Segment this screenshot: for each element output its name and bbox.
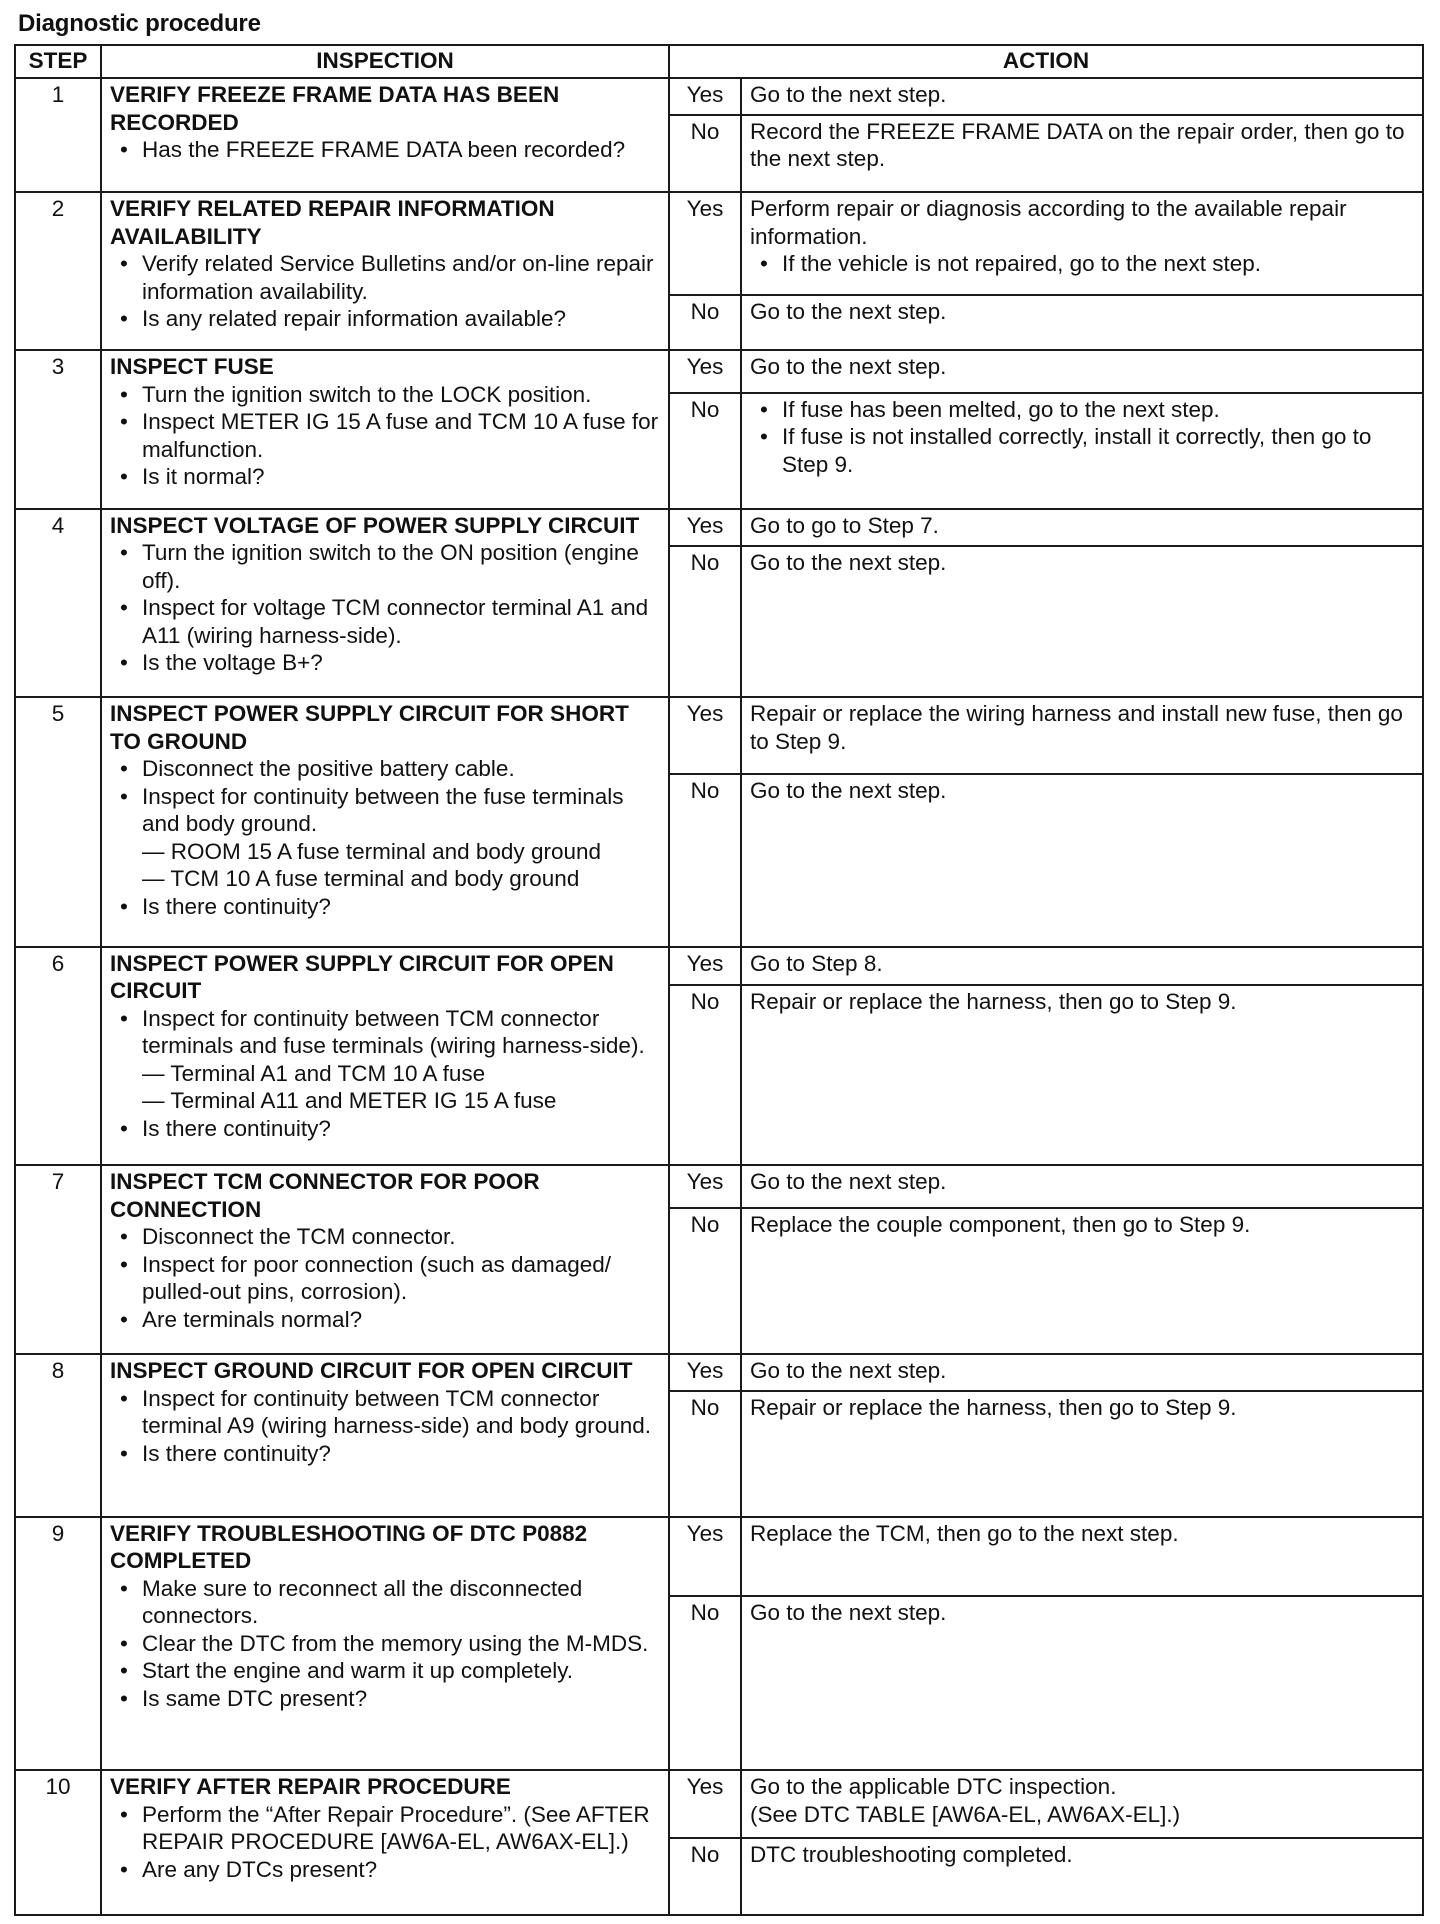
inspection-item (110, 755, 660, 783)
column-header-inspection: INSPECTION (101, 45, 669, 78)
yes-action (741, 1354, 1423, 1391)
inspection-item-text: Inspect for voltage TCM connector terminal A1 and A11 (wiring harness-side). (142, 595, 649, 648)
inspection-subitems (142, 838, 660, 893)
inspection-item-text: Perform the “After Repair Procedure”. (See AFTER REPAIR PROCEDURE [AW6A-EL, AW6AX-EL].) (142, 1801, 650, 1855)
step-number: 7 (15, 1165, 101, 1354)
inspection-cell (101, 1354, 669, 1517)
yes-label: Yes (669, 350, 741, 393)
inspection-item (110, 1575, 660, 1630)
step-number: 9 (15, 1517, 101, 1771)
inspection-subitems (142, 1060, 660, 1115)
action-text: Go to the next step. (750, 1600, 947, 1626)
inspection-cell (101, 1770, 669, 1915)
inspection-item (110, 1115, 660, 1143)
action-list (750, 250, 1414, 278)
step-number: 3 (15, 350, 101, 508)
inspection-item-text: Is any related repair information available? (142, 306, 566, 332)
inspection-item (110, 1223, 660, 1251)
inspection-item (110, 1005, 660, 1115)
inspection-title: VERIFY TROUBLESHOOTING OF DTC P0882 COMPLETED (110, 1520, 588, 1574)
yes-action (741, 697, 1423, 773)
no-label: No (669, 295, 741, 351)
step-row-yes (15, 1354, 1423, 1391)
step-number: 5 (15, 697, 101, 946)
yes-label: Yes (669, 697, 741, 773)
inspection-subitem: — Terminal A11 and METER IG 15 A fuse (142, 1088, 557, 1114)
inspection-list (110, 755, 660, 920)
action-text: Repair or replace the harness, then go to Step 9. (750, 1394, 1237, 1420)
inspection-cell (101, 697, 669, 946)
no-label: No (669, 985, 741, 1166)
inspection-item-text: Is it normal? (142, 464, 265, 490)
step-row-yes (15, 78, 1423, 115)
action-item-text: If fuse has been melted, go to the next step. (782, 396, 1220, 422)
action-item (750, 423, 1414, 478)
column-header-step: STEP (15, 45, 101, 78)
inspection-subitem: — TCM 10 A fuse terminal and body ground (142, 866, 580, 892)
no-label: No (669, 1596, 741, 1770)
inspection-list (110, 1223, 660, 1333)
step-number: 6 (15, 947, 101, 1166)
inspection-item (110, 381, 660, 409)
no-action (741, 774, 1423, 947)
action-item (750, 396, 1414, 424)
action-text: Go to the next step. (750, 82, 947, 107)
inspection-item (110, 893, 660, 921)
inspection-cell (101, 509, 669, 698)
no-label: No (669, 774, 741, 947)
action-text: Go to go to Step 7. (750, 512, 939, 538)
inspection-item (110, 1685, 660, 1713)
inspection-title: INSPECT FUSE (110, 354, 274, 380)
inspection-item (110, 539, 660, 594)
yes-action (741, 1517, 1423, 1596)
yes-label: Yes (669, 509, 741, 546)
action-text: Repair or replace the wiring harness and install new fuse, then go to Step 9. (750, 701, 1403, 754)
diagnostic-table (14, 44, 1424, 1916)
inspection-title: VERIFY FREEZE FRAME DATA HAS BEEN RECORDED (110, 82, 560, 135)
inspection-item-text: Turn the ignition switch to the ON position (engine off). (142, 540, 639, 593)
diagnostic-steps (15, 78, 1423, 1915)
inspection-item-text: Is the voltage B+? (142, 650, 323, 676)
no-action (741, 985, 1423, 1166)
no-action (741, 115, 1423, 192)
inspection-cell (101, 1517, 669, 1771)
inspection-item-text: Is there continuity? (142, 1440, 331, 1466)
action-text: Repair or replace the harness, then go to Step 9. (750, 988, 1237, 1014)
action-text: (See DTC TABLE [AW6A-EL, AW6AX-EL].) (750, 1801, 1181, 1827)
step-row-yes (15, 1517, 1423, 1596)
inspection-item-text: Inspect for poor connection (such as damaged/ pulled-out pins, corrosion). (142, 1251, 612, 1305)
action-text: Go to the next step. (750, 354, 947, 380)
inspection-item-text: Turn the ignition switch to the LOCK position. (142, 381, 592, 407)
step-row-yes (15, 947, 1423, 985)
inspection-item-text: Inspect for continuity between TCM connector terminal A9 (wiring harness-side) and body ground. (142, 1385, 652, 1439)
inspection-item-text: Verify related Service Bulletins and/or on-line repair information availability. (142, 251, 654, 304)
inspection-item (110, 1856, 660, 1884)
step-row-yes (15, 1165, 1423, 1207)
inspection-item (110, 1630, 660, 1658)
action-text: Perform repair or diagnosis according to the available repair information. (750, 196, 1347, 249)
inspection-item-text: Disconnect the TCM connector. (142, 1224, 456, 1250)
yes-label: Yes (669, 1165, 741, 1207)
inspection-cell (101, 350, 669, 508)
inspection-item-text: Make sure to reconnect all the disconnected connectors. (142, 1575, 583, 1629)
inspection-list (110, 1385, 660, 1468)
inspection-list (110, 250, 660, 333)
no-action (741, 295, 1423, 351)
step-number: 1 (15, 78, 101, 192)
yes-action (741, 78, 1423, 115)
action-text: Go to the next step. (750, 298, 947, 324)
inspection-item (110, 1251, 660, 1306)
no-label: No (669, 546, 741, 697)
no-action (741, 393, 1423, 509)
no-label: No (669, 393, 741, 509)
column-header-action: ACTION (669, 45, 1423, 78)
inspection-list (110, 1005, 660, 1143)
inspection-item-text: Are terminals normal? (142, 1306, 363, 1332)
inspection-title: INSPECT GROUND CIRCUIT FOR OPEN CIRCUIT (110, 1358, 633, 1384)
inspection-list (110, 539, 660, 677)
inspection-title: INSPECT POWER SUPPLY CIRCUIT FOR SHORT TO GROUND (110, 701, 629, 754)
inspection-item (110, 1306, 660, 1334)
step-row-yes (15, 697, 1423, 773)
action-text: Record the FREEZE FRAME DATA on the repair order, then go to the next step. (750, 118, 1405, 172)
action-item (750, 250, 1414, 278)
inspection-cell (101, 947, 669, 1166)
action-list (750, 396, 1414, 479)
inspection-subitem: — ROOM 15 A fuse terminal and body ground (142, 838, 601, 864)
inspection-item (110, 250, 660, 305)
no-action (741, 1596, 1423, 1770)
inspection-item-text: Clear the DTC from the memory using the M-MDS. (142, 1630, 649, 1656)
inspection-list (110, 381, 660, 491)
step-number: 10 (15, 1770, 101, 1915)
action-text: Replace the TCM, then go to the next step. (750, 1520, 1179, 1546)
yes-label: Yes (669, 1517, 741, 1596)
no-label: No (669, 1391, 741, 1517)
inspection-item-text: Start the engine and warm it up completely. (142, 1658, 574, 1684)
inspection-item (110, 649, 660, 677)
inspection-item (110, 1440, 660, 1468)
inspection-title: INSPECT VOLTAGE OF POWER SUPPLY CIRCUIT (110, 512, 640, 538)
step-number: 2 (15, 192, 101, 350)
yes-action (741, 509, 1423, 546)
yes-action (741, 1770, 1423, 1837)
inspection-title: VERIFY AFTER REPAIR PROCEDURE (110, 1774, 511, 1800)
inspection-item-text: Is there continuity? (142, 1115, 331, 1141)
action-text: Go to the next step. (750, 1358, 947, 1384)
action-text: Go to Step 8. (750, 950, 883, 976)
no-label: No (669, 1208, 741, 1354)
header-row (15, 45, 1423, 78)
action-item-text: If fuse is not installed correctly, install it correctly, then go to Step 9. (782, 424, 1372, 477)
yes-label: Yes (669, 947, 741, 985)
inspection-cell (101, 78, 669, 192)
inspection-item (110, 136, 660, 164)
no-label: No (669, 1838, 741, 1915)
yes-label: Yes (669, 1354, 741, 1391)
inspection-title: VERIFY RELATED REPAIR INFORMATION AVAILABILITY (110, 196, 555, 249)
yes-label: Yes (669, 78, 741, 115)
inspection-subitem: — Terminal A1 and TCM 10 A fuse (142, 1060, 486, 1086)
inspection-item (110, 305, 660, 333)
yes-label: Yes (669, 192, 741, 295)
inspection-list (110, 136, 660, 164)
action-text: Go to the applicable DTC inspection. (750, 1774, 1117, 1800)
inspection-item (110, 783, 660, 893)
inspection-item-text: Are any DTCs present? (142, 1856, 378, 1882)
step-row-yes (15, 509, 1423, 546)
inspection-item (110, 463, 660, 491)
inspection-item (110, 1385, 660, 1440)
action-item-text: If the vehicle is not repaired, go to the next step. (782, 251, 1262, 277)
yes-action (741, 350, 1423, 393)
inspection-item (110, 1657, 660, 1685)
inspection-item (110, 408, 660, 463)
no-action (741, 1208, 1423, 1354)
no-label: No (669, 115, 741, 192)
inspection-list (110, 1575, 660, 1713)
inspection-item (110, 1801, 660, 1856)
action-text: Go to the next step. (750, 1169, 947, 1195)
inspection-item-text: Is there continuity? (142, 893, 331, 919)
action-text: DTC troubleshooting completed. (750, 1841, 1073, 1867)
yes-action (741, 947, 1423, 985)
inspection-item-text: Has the FREEZE FRAME DATA been recorded? (142, 137, 626, 162)
page-heading: Diagnostic procedure (18, 10, 261, 37)
step-number: 4 (15, 509, 101, 698)
step-row-yes (15, 1770, 1423, 1837)
action-text: Go to the next step. (750, 777, 947, 803)
inspection-item (110, 594, 660, 649)
inspection-cell (101, 192, 669, 350)
action-text: Go to the next step. (750, 549, 947, 575)
no-action (741, 1391, 1423, 1517)
inspection-item-text: Is same DTC present? (142, 1685, 368, 1711)
inspection-item-text: Disconnect the positive battery cable. (142, 756, 515, 782)
no-action (741, 546, 1423, 697)
inspection-item-text: Inspect for continuity between the fuse terminals and body ground. (142, 783, 624, 837)
inspection-item-text: Inspect for continuity between TCM connector terminals and fuse terminals (wiring harness-side). (142, 1005, 645, 1059)
yes-action (741, 1165, 1423, 1207)
inspection-title: INSPECT TCM CONNECTOR FOR POOR CONNECTION (110, 1169, 540, 1222)
step-number: 8 (15, 1354, 101, 1517)
inspection-item-text: Inspect METER IG 15 A fuse and TCM 10 A fuse for malfunction. (142, 409, 659, 462)
inspection-cell (101, 1165, 669, 1354)
inspection-list (110, 1801, 660, 1884)
yes-label: Yes (669, 1770, 741, 1837)
step-row-yes (15, 192, 1423, 295)
action-text: Replace the couple component, then go to Step 9. (750, 1211, 1251, 1237)
step-row-yes (15, 350, 1423, 393)
inspection-title: INSPECT POWER SUPPLY CIRCUIT FOR OPEN CIRCUIT (110, 950, 614, 1004)
no-action (741, 1838, 1423, 1915)
yes-action (741, 192, 1423, 295)
